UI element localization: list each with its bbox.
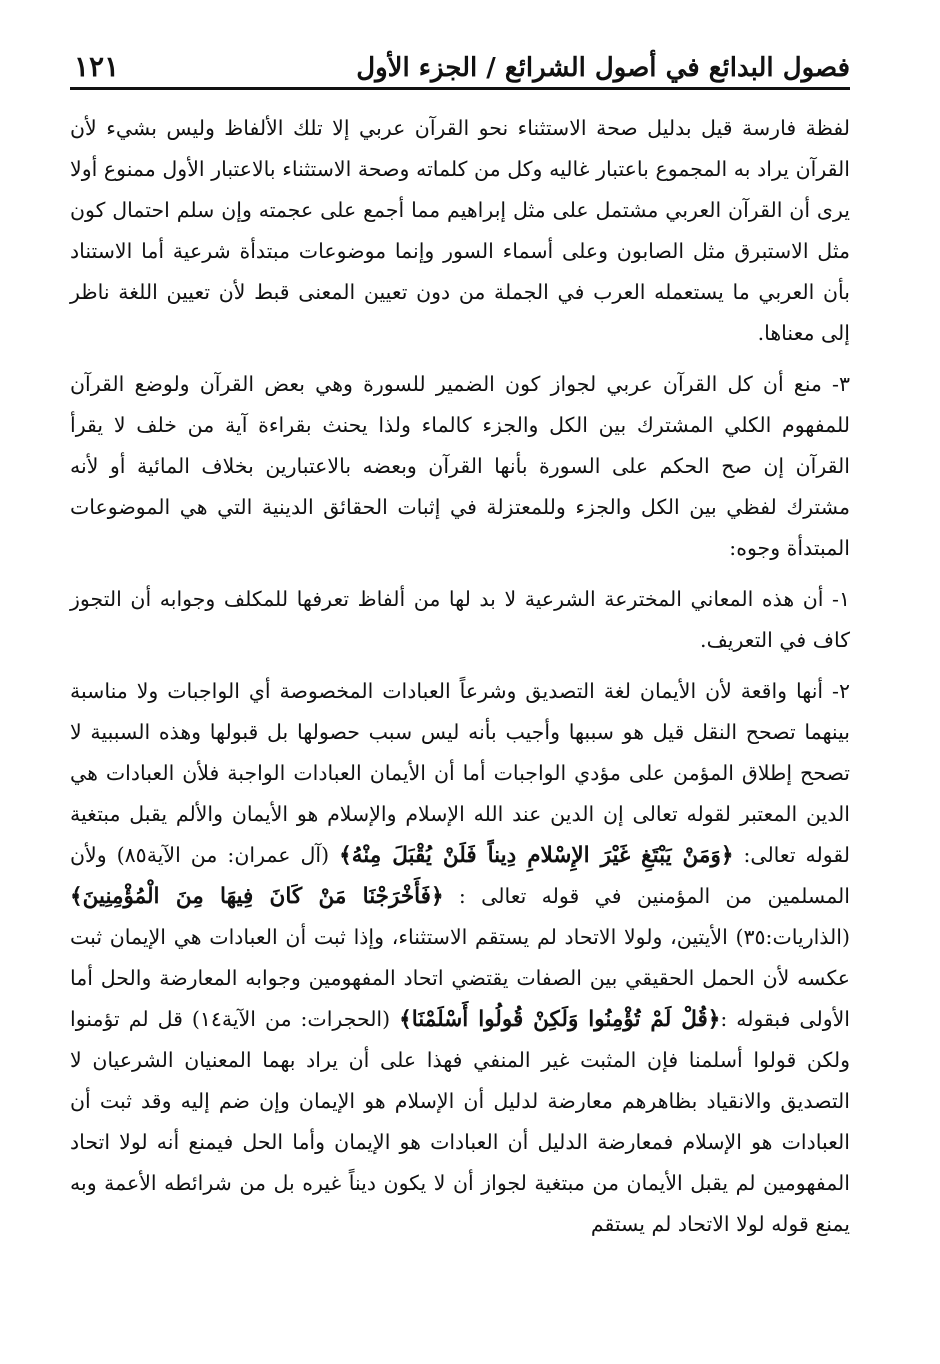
- running-title: فصول البدائع في أصول الشرائع / الجزء الأول: [356, 53, 850, 83]
- text-run: (الذاريات:٣٥) الأيتين، ولولا الاتحاد لم يستقم الاستثناء، وإذا ثبت أن العبادات هي الإيمان ثبت عكسه لأن الحمل الحقيقي بين الصفات يقتضي اتحاد المفهومين وجوابه المعارضة والحل أما الأولى فبقوله :: [70, 925, 851, 1031]
- page-header: [70, 42, 850, 90]
- body-text: [70, 108, 850, 1245]
- text-run: (آل عمران: من الآية٨٥) ولأن المسلمين من المؤمنين في قوله تعالى :: [70, 843, 850, 908]
- book-page: [70, 42, 850, 1255]
- quran-verse: ﴿فَأَخْرَجْنَا مَنْ كَانَ فِيهَا مِنَ الْمُؤْمِنِينَ﴾: [70, 884, 444, 909]
- paragraph: [70, 364, 850, 569]
- quran-verse: ﴿وَمَنْ يَبْتَغِ غَيْرَ الإِسْلامِ دِيناً فَلَنْ يُقْبَلَ مِنْهُ﴾: [339, 843, 734, 868]
- text-run: ١- أن هذه المعاني المخترعة الشرعية لا بد لها من ألفاظ تعرفها للمكلف وجوابه أن التجوز كاف في التعريف.: [70, 587, 850, 652]
- text-run: ٢- أنها واقعة لأن الأيمان لغة التصديق وشرعاً العبادات المخصوصة أي الواجبات ولا مناسبة بينهما تصحح النقل قيل هو سببها وأجيب بأنه ليس سبب حصولها بل قبولها وهذه السببية لا تصحح إطلاق المؤمن على مؤدي الواجبات أما أن الأيمان العبادات الواجبة فلأن العبادات هي الدين المعتبر لقوله تعالى إن الدين عند الله الإسلام والإسلام هو الأيمان والألم يقبل مبتغية لقوله تعالى:: [70, 679, 850, 867]
- quran-verse: ﴿قُلْ لَمْ تُؤْمِنُوا وَلَكِنْ قُولُوا أَسْلَمْنَا﴾: [399, 1007, 721, 1032]
- text-run: ٣- منع أن كل القرآن عربي لجواز كون الضمير للسورة وهي بعض القرآن ولوضع القرآن للمفهوم الكلي المشترك بين الكل والجزء كالماء ولذا يحنث بقراءة آية من خلف لا يقرأ القرآن إن صح الحكم على السورة بأنها القرآن وبعضه بالاعتبارين بخلاف المائية أو لأنه مشترك لفظي بين الكل والجزء وللمعتزلة في إثبات الحقائق الدينية التي هي الموضوعات المبتدأة وجوه:: [70, 372, 850, 560]
- text-run: لفظة فارسة قيل بدليل صحة الاستثناء نحو القرآن عربي إلا تلك الألفاظ وليس بشيء لأن القرآن يراد به المجموع باعتبار غاليه وكل من كلماته وصحة الاستثناء بالاعتبار الأول ممنوع أولا يرى أن القرآن العربي مشتمل على مثل إبراهيم مما أجمع على عجمته وإن سلم احتمال كون مثل الاستبرق مثل الصابون وعلى أسماء السور وإنما موضوعات مبتدأة شرعية أما الاستناد بأن العربي ما يستعمله العرب في الجملة من دون تعيين المعنى قبط لأن تعيين اللغة ناظر إلى معناها.: [70, 116, 850, 345]
- text-run: (الحجرات: من الآية١٤) قل لم تؤمنوا ولكن قولوا أسلمنا فإن المثبت غير المنفي فهذا على أن يراد بهما المعنيان الشرعيان لا التصديق والانقياد بظاهرهم معارضة لدليل أن الإسلام هو الإيمان وإن ضم إليه وقد ثبت أن العبادات هو الإسلام فمعارضة الدليل أن العبادات هو الإيمان وأما الحل فيمنع أنه لولا اتحاد المفهومين لم يقبل الأيمان من مبتغية لجواز أن لا يكون ديناً غيره بل من شرائطه الأعمة وبه يمنع قوله لولا الاتحاد لم يستقم: [70, 1007, 850, 1236]
- paragraph: [70, 108, 850, 354]
- page-number: ١٢١: [74, 50, 120, 83]
- paragraph: [70, 579, 850, 661]
- paragraph: [70, 671, 850, 1245]
